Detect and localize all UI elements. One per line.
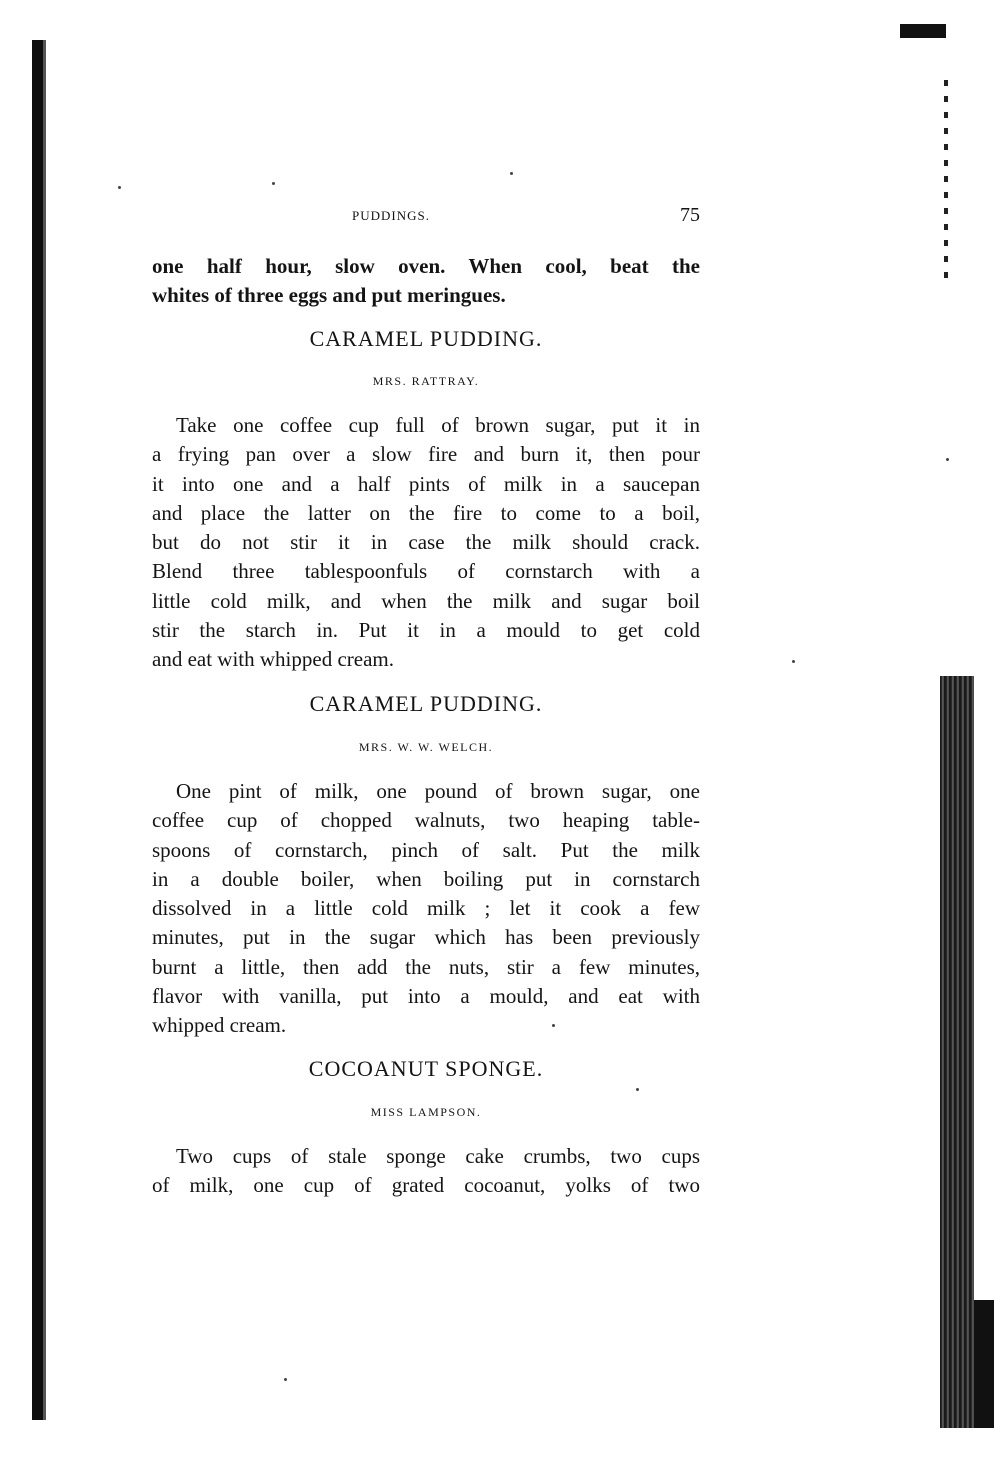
scan-edge-left-shadow	[43, 40, 46, 1420]
text-line: it into one and a half pints of milk in a saucepan	[152, 471, 700, 496]
text-line: little cold milk, and when the milk and sugar boil	[152, 588, 700, 613]
scan-edge-left	[32, 40, 43, 1420]
text-line: and eat with whipped cream.	[152, 647, 394, 672]
recipe-title: CARAMEL PUDDING.	[309, 326, 543, 351]
scan-speck	[510, 172, 513, 175]
page-header	[152, 204, 700, 228]
scan-speck	[284, 1378, 287, 1381]
text-line: a frying pan over a slow fire and burn it, then pour	[152, 442, 700, 467]
recipe-body	[152, 411, 700, 675]
text-line: One pint of milk, one pound of brown sugar, one	[176, 779, 700, 803]
text-line: Blend three tablespoonfuls of cornstarch with a	[152, 559, 700, 584]
scan-speck	[946, 458, 949, 461]
text-line: of milk, one cup of grated cocoanut, yolks of two	[152, 1173, 700, 1198]
text-line: burnt a little, then add the nuts, stir a few minutes,	[152, 954, 700, 979]
scan-mark-top	[900, 24, 946, 38]
scan-ticks-right	[944, 80, 948, 280]
continuation-paragraph	[152, 252, 700, 311]
recipe-author: MISS LAMPSON.	[370, 1105, 482, 1119]
recipe-author: MRS. RATTRAY.	[372, 374, 480, 388]
scan-speck	[636, 1088, 639, 1091]
text-line: one half hour, slow oven. When cool, beat the	[152, 254, 700, 278]
text-line: but do not stir it in case the milk should crack.	[152, 530, 700, 555]
scan-edge-right-corner	[974, 1300, 994, 1428]
text-line: stir the starch in. Put it in a mould to get cold	[152, 618, 700, 643]
recipe-title: COCOANUT SPONGE.	[308, 1056, 544, 1081]
recipe-title: CARAMEL PUDDING.	[309, 691, 543, 716]
scan-speck	[118, 186, 121, 189]
text-line: whipped cream.	[152, 1013, 287, 1038]
text-line: minutes, put in the sugar which has been previously	[152, 925, 700, 950]
running-head: PUDDINGS.	[352, 208, 430, 223]
text-line: Take one coffee cup full of brown sugar, put it in	[176, 413, 700, 437]
page-number: 75	[680, 204, 700, 226]
scan-speck	[272, 182, 275, 185]
text-line: and place the latter on the fire to come to a boil,	[152, 500, 700, 525]
recipe-body	[152, 1142, 700, 1201]
recipe-author: MRS. W. W. WELCH.	[358, 740, 494, 754]
recipe-body	[152, 777, 700, 1041]
text-line: spoons of cornstarch, pinch of salt. Put the milk	[152, 837, 700, 862]
text-line: flavor with vanilla, put into a mould, and eat with	[152, 984, 700, 1009]
text-line: coffee cup of chopped walnuts, two heaping table-	[152, 808, 700, 833]
text-line: Two cups of stale sponge cake crumbs, two cups	[176, 1144, 700, 1168]
scan-speck	[792, 660, 795, 663]
scan-edge-right	[940, 676, 974, 1428]
text-line: in a double boiler, when boiling put in cornstarch	[152, 866, 700, 891]
text-line: whites of three eggs and put meringues.	[152, 283, 506, 308]
text-line: dissolved in a little cold milk ; let it cook a few	[152, 896, 700, 921]
